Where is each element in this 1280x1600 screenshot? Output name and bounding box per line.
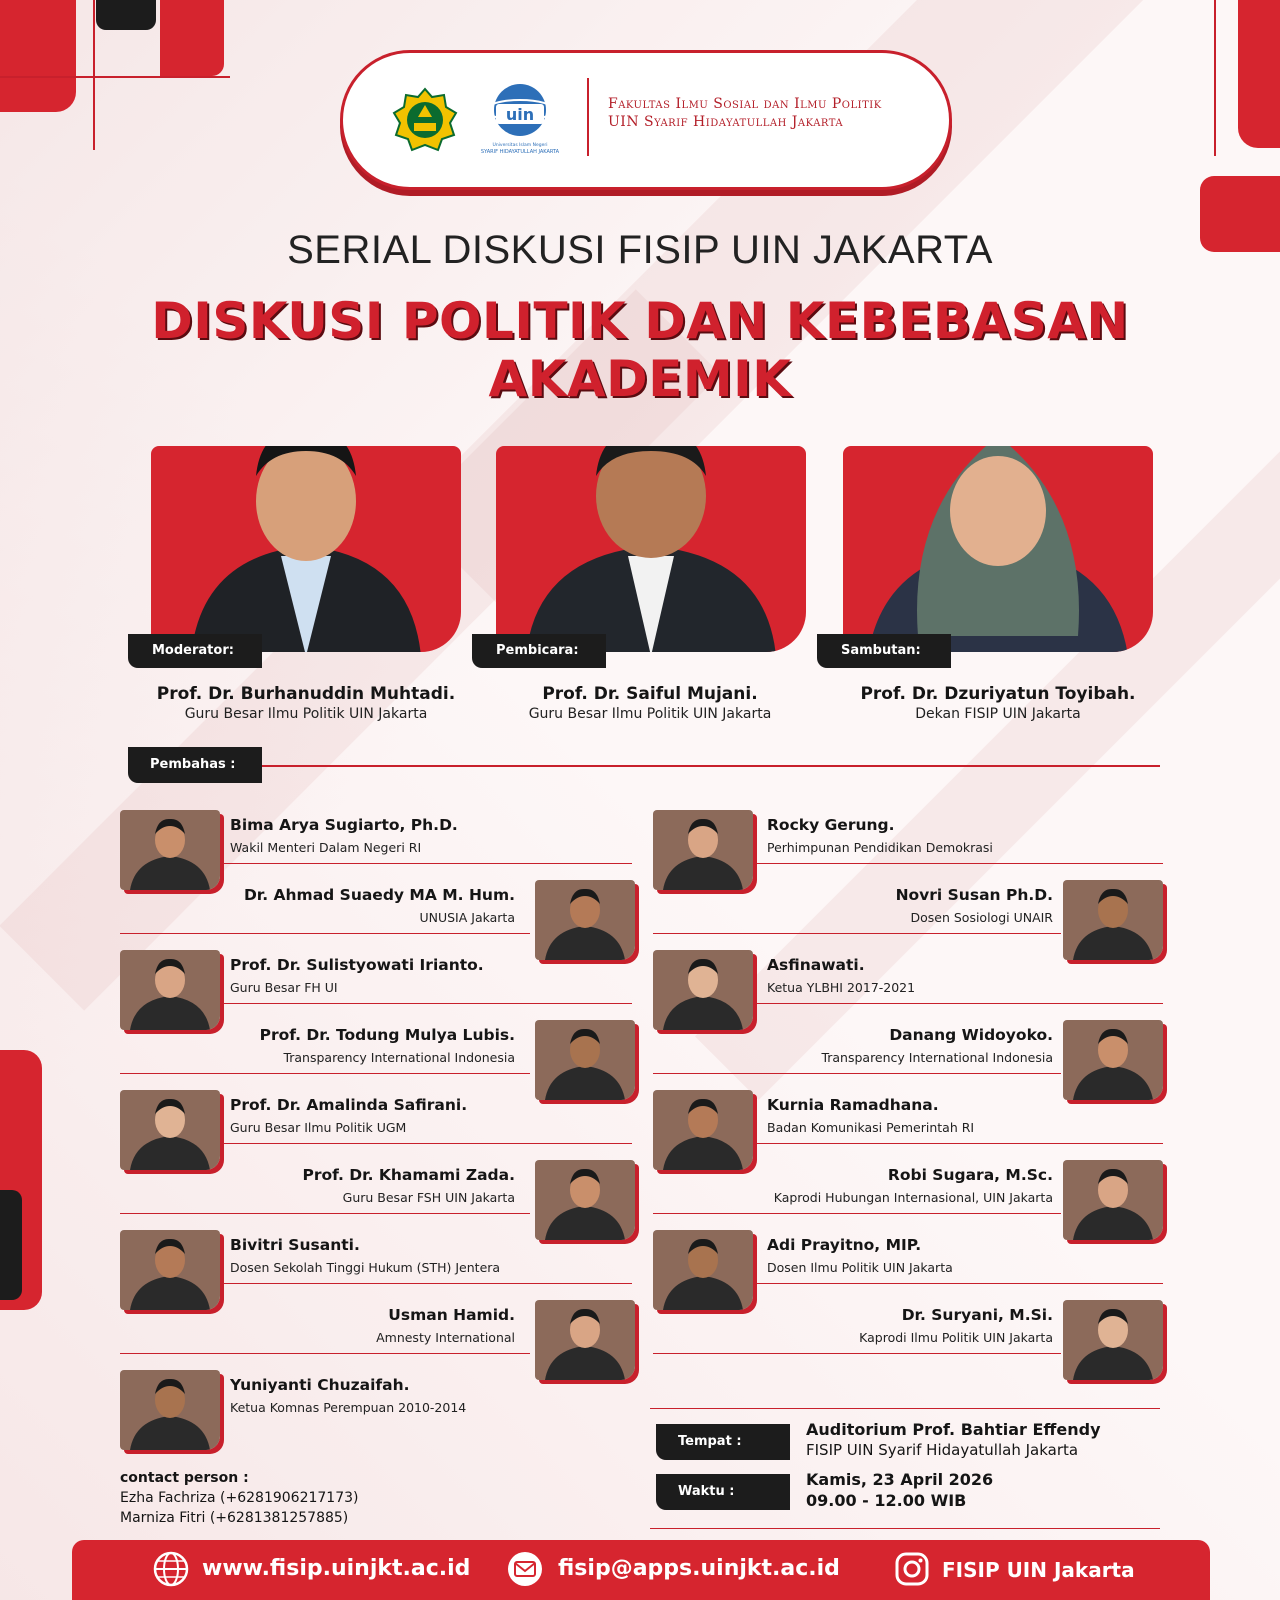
discussant-photo (120, 1230, 220, 1310)
discussant-name: Robi Sugara, M.Sc. (887, 1166, 1053, 1184)
place-main: Auditorium Prof. Bahtiar Effendy (806, 1420, 1101, 1439)
row-divider (222, 1283, 632, 1284)
discussant-portrait-icon (1063, 1160, 1163, 1240)
discussant-name: Prof. Dr. Sulistyowati Irianto. (230, 956, 484, 974)
discussant-photo (120, 1370, 220, 1450)
speaker-name: Prof. Dr. Burhanuddin Muhtadi. (156, 684, 456, 704)
speaker-title: Guru Besar Ilmu Politik UIN Jakarta (184, 706, 428, 722)
discussant-photo (120, 950, 220, 1030)
discussant-name: Dr. Ahmad Suaedy MA M. Hum. (243, 886, 515, 904)
discussant-affiliation: Ketua Komnas Perempuan 2010-2014 (230, 1400, 467, 1415)
speaker-title: Dekan FISIP UIN Jakarta (915, 706, 1081, 722)
speaker-name: Prof. Dr. Saiful Mujani. (542, 684, 758, 704)
row-divider (120, 1353, 530, 1354)
event-date: Kamis, 23 April 2026 (806, 1470, 994, 1489)
discussant-photo (120, 810, 220, 890)
speaker-portrait-icon (858, 446, 1138, 652)
footer-instagram-link[interactable]: FISIP UIN Jakarta (942, 1558, 1135, 1582)
speaker-photo-card (151, 446, 461, 652)
speaker-title: Guru Besar Ilmu Politik UIN Jakarta (528, 706, 772, 722)
row-divider (755, 1283, 1163, 1284)
discussant-name: Novri Susan Ph.D. (895, 886, 1053, 904)
discussant-portrait-icon (120, 1090, 220, 1170)
discussant-affiliation: Transparency International Indonesia (821, 1050, 1053, 1065)
discussant-portrait-icon (1063, 880, 1163, 960)
discussant-photo (1063, 1020, 1163, 1100)
discussant-portrait-icon (120, 950, 220, 1030)
discussant-affiliation: Dosen Sosiologi UNAIR (910, 910, 1053, 925)
discussant-portrait-icon (535, 1020, 635, 1100)
discussant-portrait-icon (535, 1160, 635, 1240)
speaker-photo-card (843, 446, 1153, 652)
contact-person: Marniza Fitri (+6281381257885) (120, 1510, 349, 1526)
email-icon (506, 1550, 544, 1588)
discussant-affiliation: Ketua YLBHI 2017-2021 (767, 980, 916, 995)
discussant-affiliation: Wakil Menteri Dalam Negeri RI (230, 840, 422, 855)
place-tag: Tempat : (656, 1424, 790, 1460)
corner-line (1214, 0, 1216, 156)
discussant-affiliation: Guru Besar Ilmu Politik UGM (230, 1120, 407, 1135)
row-divider (120, 933, 530, 934)
discussant-name: Kurnia Ramadhana. (767, 1096, 939, 1114)
corner-shape (1238, 0, 1280, 148)
speaker-photo-card (496, 446, 806, 652)
discussant-affiliation: Amnesty International (376, 1330, 515, 1345)
discussant-portrait-icon (653, 1230, 753, 1310)
row-divider (653, 1213, 1061, 1214)
discussant-portrait-icon (535, 880, 635, 960)
pembahas-divider (262, 765, 1160, 767)
discussant-photo (535, 1160, 635, 1240)
discussant-affiliation: Guru Besar FSH UIN Jakarta (342, 1190, 515, 1205)
contact-label: contact person : (120, 1470, 249, 1486)
discussant-portrait-icon (653, 950, 753, 1030)
uin-logo-text: uin (505, 105, 535, 124)
discussant-portrait-icon (120, 1230, 220, 1310)
row-divider (755, 1143, 1163, 1144)
discussant-name: Asfinawati. (767, 956, 865, 974)
discussant-photo (653, 810, 753, 890)
discussant-portrait-icon (1063, 1020, 1163, 1100)
event-time: 09.00 - 12.00 WIB (806, 1491, 967, 1510)
discussant-portrait-icon (1063, 1300, 1163, 1380)
discussant-portrait-icon (120, 810, 220, 890)
side-shape (0, 1190, 22, 1300)
header-divider (587, 78, 589, 156)
series-title: SERIAL DISKUSI FISIP UIN JAKARTA (287, 228, 993, 272)
role-tag-sambutan: Sambutan: (817, 634, 951, 668)
discussant-photo (535, 1300, 635, 1380)
discussant-name: Prof. Dr. Amalinda Safirani. (230, 1096, 468, 1114)
discussant-portrait-icon (535, 1300, 635, 1380)
row-divider (653, 933, 1061, 934)
footer-website-link[interactable]: www.fisip.uinjkt.ac.id (202, 1556, 471, 1581)
discussant-affiliation: Badan Komunikasi Pemerintah RI (767, 1120, 975, 1135)
row-divider (755, 863, 1163, 864)
kemenag-logo (392, 87, 458, 153)
discussant-name: Prof. Dr. Khamami Zada. (302, 1166, 515, 1184)
info-divider (650, 1528, 1160, 1529)
discussant-name: Yuniyanti Chuzaifah. (230, 1376, 410, 1394)
discussant-name: Dr. Suryani, M.Si. (901, 1306, 1053, 1324)
discussant-photo (1063, 880, 1163, 960)
discussant-affiliation: Kaprodi Ilmu Politik UIN Jakarta (859, 1330, 1053, 1345)
discussant-photo (653, 1230, 753, 1310)
uin-logo (472, 82, 568, 156)
instagram-icon (893, 1550, 931, 1588)
speaker-name: Prof. Dr. Dzuriyatun Toyibah. (860, 684, 1136, 704)
row-divider (120, 1073, 530, 1074)
corner-line (0, 76, 230, 78)
discussant-name: Prof. Dr. Todung Mulya Lubis. (259, 1026, 515, 1044)
contact-person: Ezha Fachriza (+6281906217173) (120, 1490, 359, 1506)
discussant-affiliation: Guru Besar FH UI (230, 980, 338, 995)
role-tag-moderator: Moderator: (128, 634, 262, 668)
speaker-portrait-icon (516, 446, 786, 652)
discussant-photo (535, 880, 635, 960)
corner-line (93, 0, 95, 150)
discussant-portrait-icon (120, 1370, 220, 1450)
globe-icon (152, 1550, 190, 1588)
main-title: DISKUSI POLITIK DAN KEBEBASAN AKADEMIK (151, 292, 1129, 408)
uin-logo-sub2: SYARIF HIDAYATULLAH JAKARTA (480, 149, 560, 155)
discussant-name: Rocky Gerung. (767, 816, 895, 834)
discussant-affiliation: Kaprodi Hubungan Internasional, UIN Jakarta (773, 1190, 1053, 1205)
discussant-affiliation: UNUSIA Jakarta (419, 910, 515, 925)
discussant-portrait-icon (653, 810, 753, 890)
row-divider (653, 1353, 1061, 1354)
discussant-photo (1063, 1160, 1163, 1240)
corner-shape (160, 0, 224, 76)
row-divider (222, 1143, 632, 1144)
discussant-photo (653, 1090, 753, 1170)
discussant-photo (653, 950, 753, 1030)
discussant-name: Danang Widoyoko. (889, 1026, 1053, 1044)
faculty-name-line2: UIN Syarif Hidayatullah Jakarta (608, 114, 844, 130)
discussant-affiliation: Dosen Sekolah Tinggi Hukum (STH) Jentera (230, 1260, 501, 1275)
faculty-name-line1: Fakultas Ilmu Sosial dan Ilmu Politik (608, 96, 882, 112)
corner-shape (96, 0, 156, 30)
time-tag: Waktu : (656, 1474, 790, 1510)
discussant-name: Adi Prayitno, MIP. (767, 1236, 922, 1254)
discussant-portrait-icon (653, 1090, 753, 1170)
role-tag-pembicara: Pembicara: (472, 634, 606, 668)
row-divider (755, 1003, 1163, 1004)
discussant-photo (535, 1020, 635, 1100)
footer-email-link[interactable]: fisip@apps.uinjkt.ac.id (558, 1556, 840, 1581)
place-sub: FISIP UIN Syarif Hidayatullah Jakarta (806, 1441, 1079, 1459)
uin-logo-sub1: Universitas Islam Negeri (492, 143, 548, 148)
pembahas-tag: Pembahas : (128, 747, 262, 783)
corner-shape (0, 0, 76, 112)
discussant-photo (1063, 1300, 1163, 1380)
row-divider (222, 1003, 632, 1004)
discussant-name: Bima Arya Sugiarto, Ph.D. (230, 816, 458, 834)
discussant-name: Usman Hamid. (388, 1306, 515, 1324)
discussant-name: Bivitri Susanti. (230, 1236, 360, 1254)
discussant-photo (120, 1090, 220, 1170)
row-divider (120, 1213, 530, 1214)
discussant-affiliation: Transparency International Indonesia (283, 1050, 515, 1065)
info-divider (650, 1408, 1160, 1409)
speaker-portrait-icon (171, 446, 441, 652)
row-divider (222, 863, 632, 864)
row-divider (653, 1073, 1061, 1074)
discussant-affiliation: Dosen Ilmu Politik UIN Jakarta (767, 1260, 953, 1275)
discussant-affiliation: Perhimpunan Pendidikan Demokrasi (767, 840, 993, 855)
